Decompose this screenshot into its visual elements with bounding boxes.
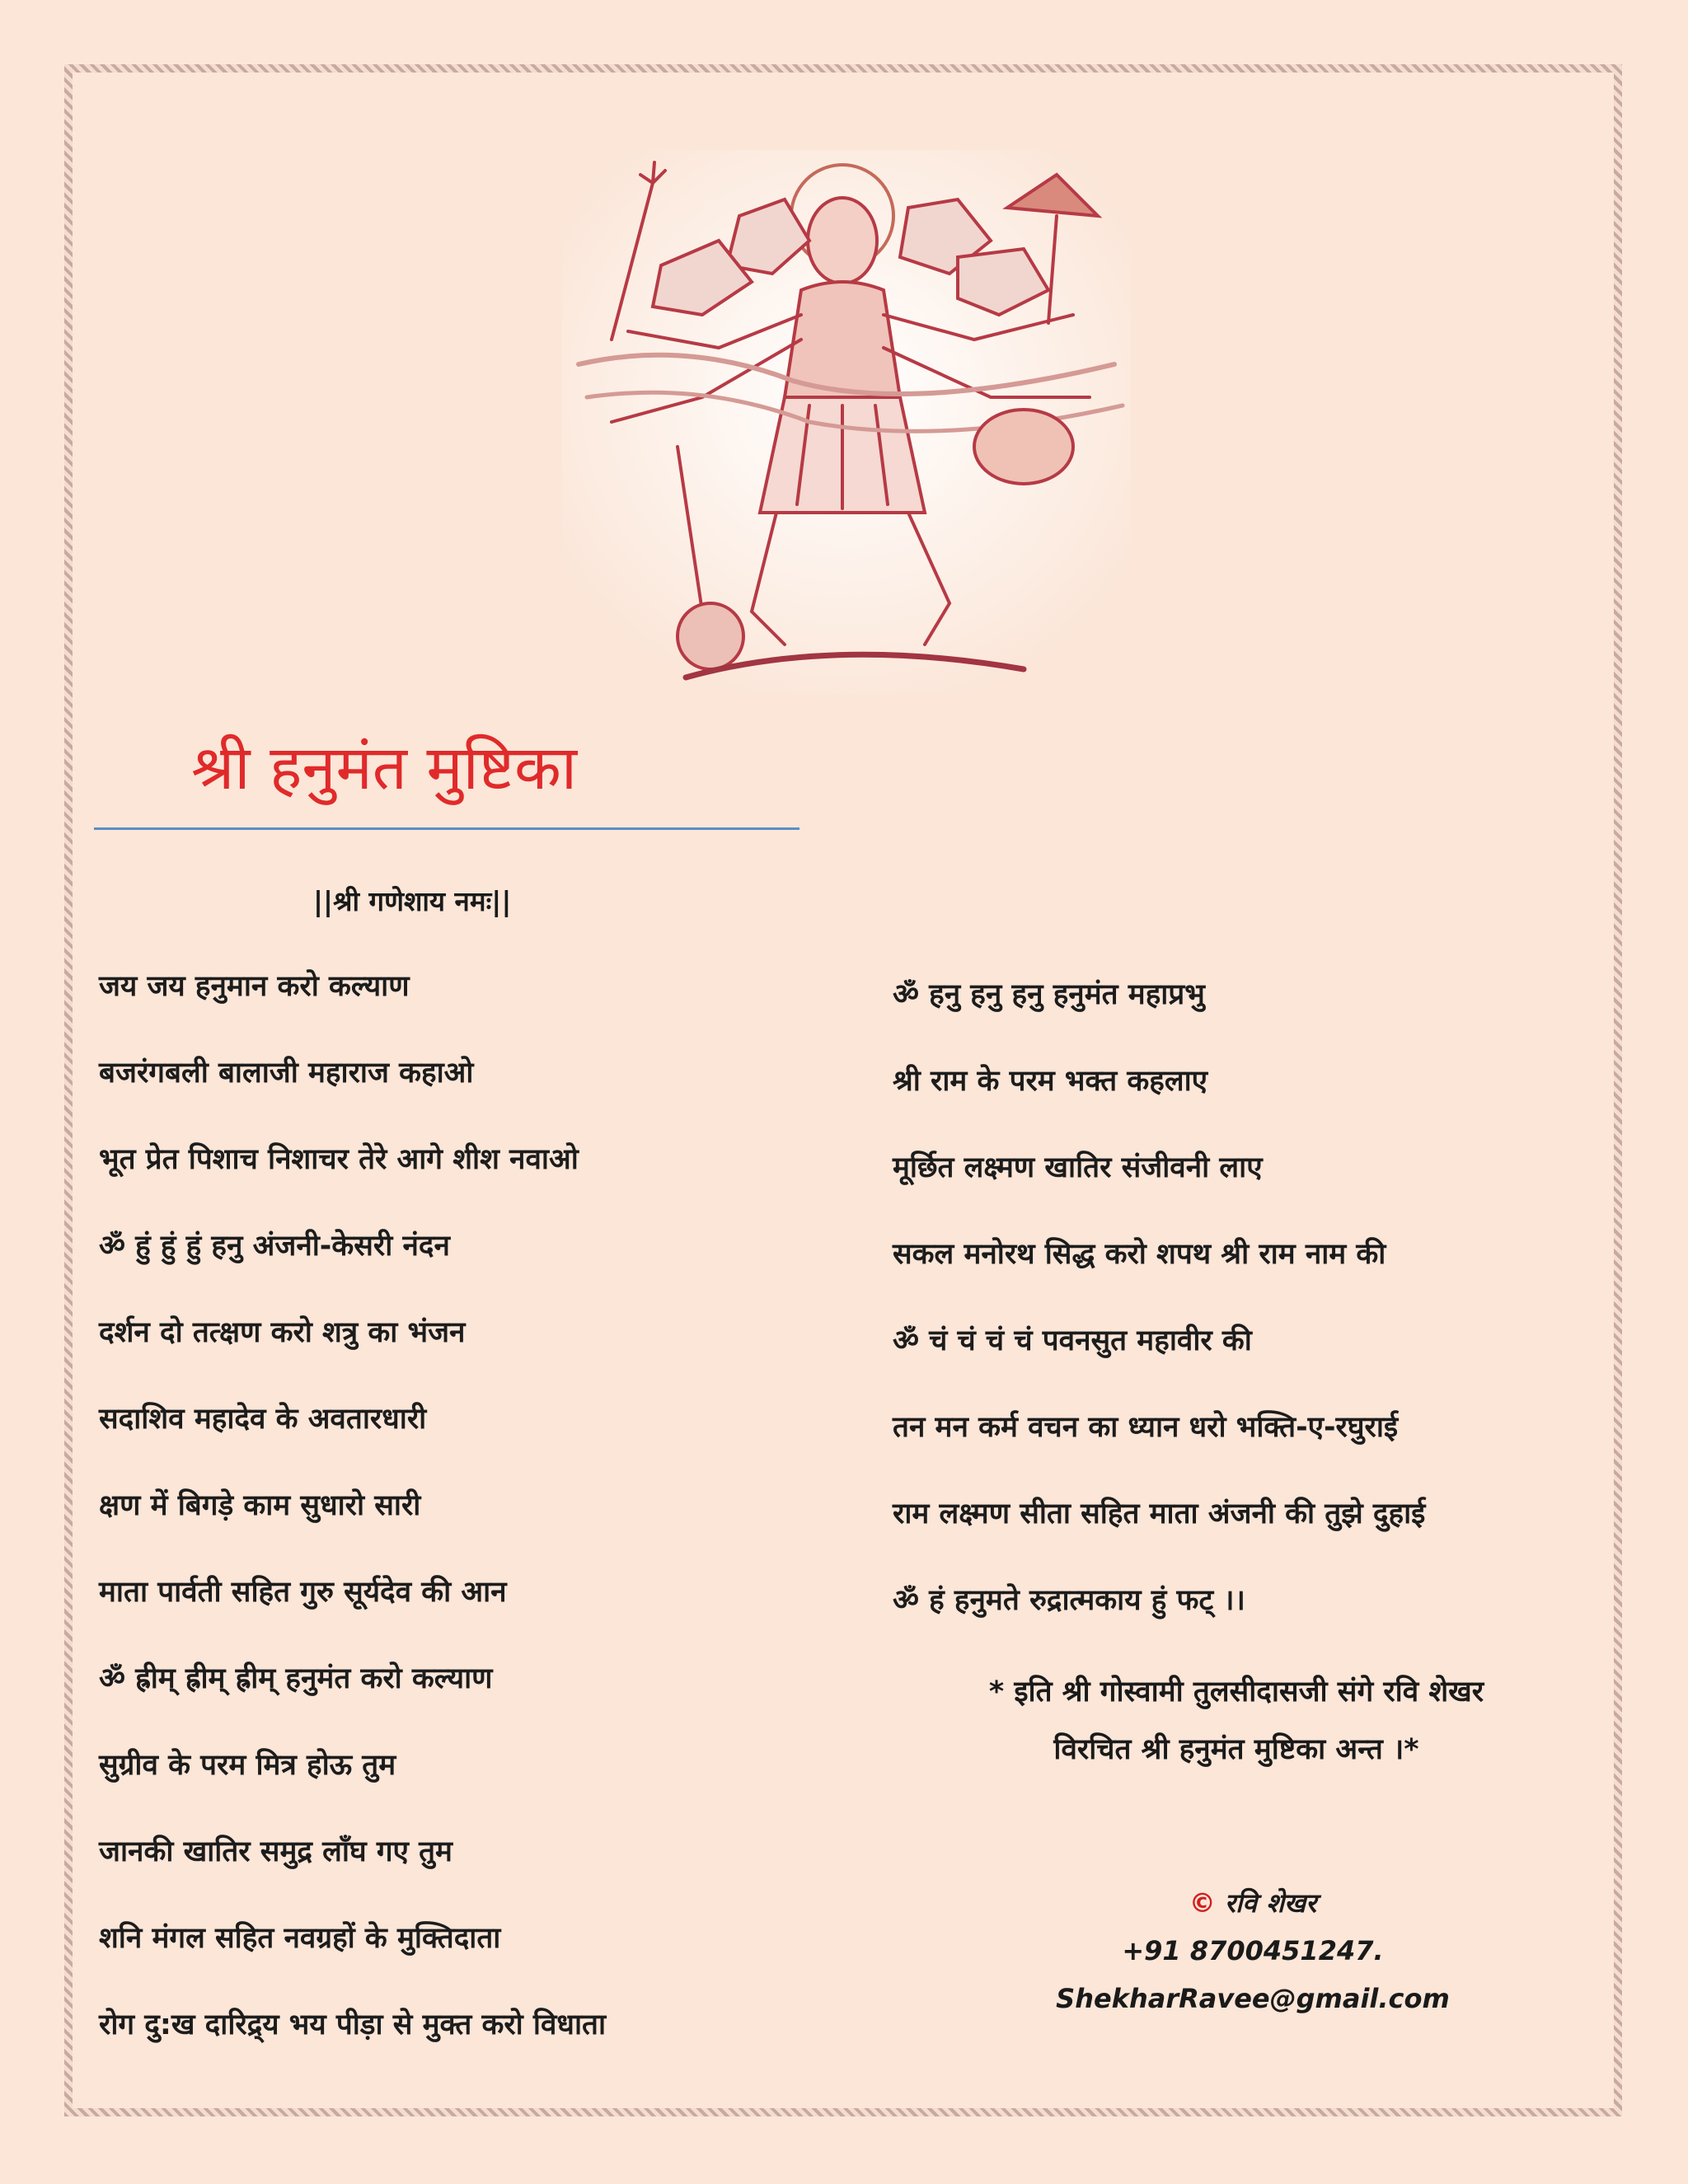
verse-line: क्षण में बिगड़े काम सुधारो सारी [99, 1489, 421, 1522]
verse-line: दर्शन दो तत्क्षण करो शत्रु का भंजन [99, 1316, 466, 1349]
closing-line-2: विरचित श्री हनुमंत मुष्टिका अन्त ।* [1053, 1733, 1419, 1766]
verse-line: सदाशिव महादेव के अवतारधारी [99, 1403, 427, 1436]
author-credits [1014, 1879, 1492, 2022]
phone-number: +91 8700451247. [1122, 1935, 1384, 1966]
verse-line: ॐ हनु हनु हनु हनुमंत महाप्रभु [893, 978, 1205, 1011]
verse-line: जानकी खातिर समुद्र लाँघ गए तुम [99, 1835, 452, 1868]
closing-line-1: * इति श्री गोस्वामी तुलसीदासजी संगे रवि शेखर [988, 1675, 1484, 1708]
verse-line: ॐ हं हनुमते रुद्रात्मकाय हुं फट् ।। [893, 1584, 1245, 1617]
verse-line: बजरंगबली बालाजी महाराज कहाओ [99, 1057, 474, 1090]
verse-line: मूर्छित लक्ष्मण खातिर संजीवनी लाए [893, 1151, 1263, 1184]
verse-line: रोग दु:ख दारिद्र्य भय पीड़ा से मुक्त करो विधाता [99, 2008, 607, 2041]
verse-line: श्री राम के परम भक्त कहलाए [893, 1065, 1208, 1098]
author-name: रवि शेखर [1224, 1887, 1317, 1919]
copyright-icon: © [1189, 1887, 1216, 1919]
verse-line: माता पार्वती सहित गुरु सूर्यदेव की आन [99, 1576, 507, 1609]
verse-line: सुग्रीव के परम मित्र होऊ तुम [99, 1749, 396, 1782]
closing-note [898, 1663, 1574, 1779]
verse-line: भूत प्रेत पिशाच निशाचर तेरे आगे शीश नवाओ [99, 1143, 579, 1176]
invocation-line: ||श्री गणेशाय नमः|| [313, 885, 512, 917]
verse-line: तन मन कर्म वचन का ध्यान धरो भक्ति-ए-रघुराई [893, 1411, 1399, 1444]
title-underline [94, 827, 799, 830]
author-line [1014, 1879, 1492, 1927]
page-title: श्री हनुमंत मुष्टिका [191, 733, 578, 804]
verse-line: ॐ चं चं चं चं पवनसुत महावीर की [893, 1324, 1252, 1357]
verse-line: ॐ हुं हुं हुं हनु अंजनी-केसरी नंदन [99, 1230, 450, 1263]
hanuman-sketch-icon [562, 150, 1131, 694]
verse-line: राम लक्ष्मण सीता सहित माता अंजनी की तुझे दुहाई [893, 1497, 1426, 1530]
panchmukhi-hanuman-illustration [562, 150, 1131, 694]
verse-line: जय जय हनुमान करो कल्याण [99, 970, 410, 1003]
verse-line: सकल मनोरथ सिद्ध करो शपथ श्री राम नाम की [893, 1238, 1386, 1271]
verse-line: शनि मंगल सहित नवग्रहों के मुक्तिदाता [99, 1922, 501, 1955]
verse-line: ॐ ह्रीम् ह्रीम् ह्रीम् हनुमंत करो कल्याण [99, 1662, 493, 1695]
email-address[interactable]: ShekharRavee@gmail.com [1056, 1983, 1450, 2014]
